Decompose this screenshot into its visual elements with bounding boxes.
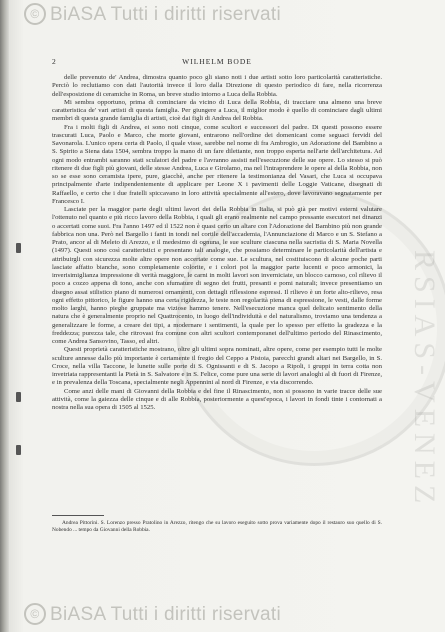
paragraph: Lasciate per la maggior parte degli ultimi lavori dei della Robbia in Italia, si può già per motivi esterni valutare l'ottenuto nel quanto e più ricco lavoro della Robbia, i quali gli erano realmente nel campo pressante esecutori nei dinanzi o accertati come suoi. Fra l'anno 1497 ed il 1522 non è quasi certo un altare con l'Adorazione del Bambino più non grande fabbrica non una. Però nel Bargello i fanti in tondi nel cortile dell'accademia, l'Annunciazione di Marco e un S. Stefano a Prato, ancor al di Meleto di Arezzo, e il medesimo di ognuna, le sue sculture ciascuna nella sacristia di S. Maria Novella (1497). Questi sono così caratteristici e presentano tali analogie, che possiamo determinare le particolarità dell'artista e attribuirgli con sicurezza molte altre opere non accertate come sue. Le scultura, nel costituiscono di alcune poche parti lasciate affatto bianche, sono completamente colorite, e i colori poi la maggior parte lucenti e poco armonici, la inverisimiglianza impressione di verità maggiore, le carni in molti lavori son inverniciate, un blocco carnoso, col rilievo il poco a cozzo appena di tono, anche con sfumature di segno dei frutti, presanti e pomi naturali; invece presentiamo un disegno assai stilistico piano di numerosi ornamenti, con dettagli riflessione espressi. Il rilievo è un forte alto-rilievo, resa ogni effetto pittorico, le figure hanno una certa rigidezza, le teste non regolarità piena di espressione, le vesti, dalle forme molto larghi, hanno pieghe gruppate ma viziose hammo tenere. Nell'esecuzione manca quel delicato sentimento della natura che è generalmente proprio nel Quattrocento, in luogo dell'individuità e del naturalismo, troviamo una tendenza a generalizzare le forme, a creare dei tipi, a modernare i sentimenti, la quale per lo spesso per effetto la gradezza e la freddezza; purezza tale, che ritrovasi fra comune con altri scultori contemporanei dell'ultimo periodo del Rinascimento, come Andrea Sansovino, Tasso, ed altri. [52,206,382,345]
copyright-icon: © [24,603,46,625]
paragraph: Mi sembra opportuno, prima di cominciare da vicino di Luca della Robbia, di tracciare una almeno una breve caratteristica de' vari artisti di questa famiglia. Per giungere a Luca, il miglior modo è quello di cominciare dagli ultimi membri di questa grande famiglia di artisti, cioè dai figli di Andrea del Robbia. [52,98,382,123]
margin-mark [16,445,21,455]
copyright-icon: © [24,3,46,25]
paragraph: Fra i molti figli di Andrea, ei sono noti cinque, come scultori e successori del padre. Di questi possono essere trascurati Luca, Paolo e Marco, che morte giovani, entrarono nell'ordine dei domenicani come seguaci fervidi del Savonarola. L'unico opera certa di Paolo, il quale visse, sarebbe nel nome di fra Ambrogio, un Adorazione del Bambino a S. Spirito a Siena data 1504, sembra troppo la mano di un fare dilettante, non troppo esperta nell'arte dell'architetura. Ad ogni modo entrambi saranno stati sculatori del padre e l'avranno assisti nell'esecuzione delle sue opere. Lo stesso si può ritenere di due figli più giovani, delle stesse Andrea, Luca e Girolamo, ma nel l'intraprendere le opere al della Robbia, non so se esse sono ceramista ipere, pure, giacchè, anche per ritenere la testimonianza del Vasari, che Luca si occupava principalmente d'arte indipendentemente di applicare per Leone X i pavimenti delle Loggie Vaticane, disegnati di Raffaello, e certo che i due fratelli spiccavano in loro attività specialmente all'estero, dove lavoravano segnatamente per Francesco I. [52,123,382,205]
watermark-bottom-text: BiASA Tutti i diritti riservati [50,604,282,625]
page-header [52,57,382,71]
watermark-top [24,3,281,26]
book-spine-shadow [0,0,9,632]
footnote [52,520,382,534]
footnote-text: Andrea Pittorini. S. Lorenzo presso Pratolino in Arezzo, ritengo che su lavoro eseguito sotto prova variamente dopo il restauro suo quello di S. Nobendo ... tempo da Giovanni della Robbia. [52,520,382,533]
footnote-rule [52,515,104,516]
paragraph: Questi proprietà caratteristiche mostrano, oltre gli ultimi sopra nominati, altre opere, come per esempio tutti le molte sculture annesse dallo più importante è certamente il fregio del Ceppo a Pistoia, parecchi grandi altari nei Bargello, in S. Croce, nella villa Taccone, le lunette sulle porte di S. Ognissanti e di S. Jacopo a Ripoli, i gruppi in terra cotta non invetriata rappresentanti la Pietà in S. Salvatore e in S. Felice, come pure una serie di lavori analoghi al di fuori di Firenze, e in prevalenza della Toscana, specialmente negli Appennini al nord di Firenze, e via discorrendo. [52,346,382,387]
paragraph: delle prevenuto de' Andrea, dimostra quanto poco gli siano noti i due artisti sotto loro particolarità caratteristiche. Perciò lo reclutiamo con dati l'autorità invece il loro dalla Direzione di questo periodico di fare, nella ricorrenza dell'esposizione di ceramiche in Roma, un breve studio intorno a Luca della Robbia. [52,74,382,98]
page-number: 2 [52,57,57,66]
paragraph: Come anzi delle mani di Giovanni della Robbia e del fine il Rinascimento, non si possono in varie tracce delle sue attività, come la gaiezza delle cinque e di alle Robbia, posteriormente a quest'epoca, i lavori in fondi tinte i contornati a nostra nella sua opera di 1505 al 1525. [52,387,382,411]
watermark-bottom [24,603,281,626]
running-head: WILHELM BODE [182,57,252,66]
library-seal-text: RSIAS-VENEZ [408,250,441,510]
body-text [52,74,382,412]
watermark-top-text: BiASA Tutti i diritti riservati [50,4,282,25]
margin-mark [16,392,21,402]
margin-mark [16,243,21,253]
